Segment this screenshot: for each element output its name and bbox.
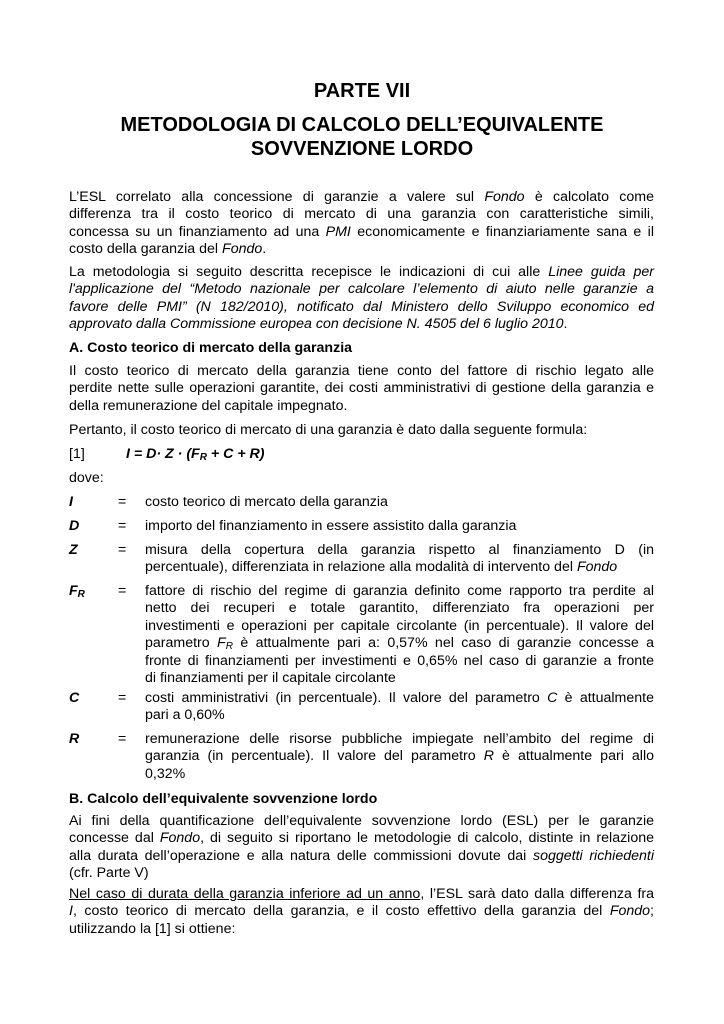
section-b-heading: B. Calcolo dell’equivalente sovvenzione lordo <box>69 791 378 807</box>
intro-paragraph-2: La metodologia si seguito descritta recepisce le indicazioni di cui alle Linee guida per l'applicazione del “Metodo nazionale per calcolare l’elemento di aiuto nelle garanzie a favore delle PMI” (N 182/2010), notificato dal Ministero dello Sviluppo economico ed approvato dalla Commissione europea con decisione N. 4505 del 6 luglio 2010. <box>69 264 654 333</box>
section-b-paragraph-1: Ai fini della quantificazione dell’equivalente sovvenzione lordo (ESL) per le garanzie concesse dal Fondo, di seguito si riportano le metodologie di calcolo, distinte in relazione alla durata dell’operazione e alla natura delle commissioni dovute dai soggetti richiedenti (cfr. Parte V) <box>69 813 654 882</box>
part-title: PARTE VII <box>313 80 411 102</box>
formula-1: [1] $I = D\cdot Z \cdot (F_R + C + R)$ <box>69 446 265 463</box>
main-title-line-2: SOVVENZIONE LORDO <box>250 138 474 160</box>
document-page: PARTE VII METODOLOGIA DI CALCOLO DELL’EQUIVALENTE SOVVENZIONE LORDO L’ESL correlato alla concessione di garanzie a valere sul Fondo è calcolato come differenza tra il costo teorico di mercato di una garanzia con caratteristiche simili, concessa su un finanziamento ad una PMI economicamente e finanziariamente sana e il costo della garanzia del Fondo. La metodologia si seguito descritta recepisce le indicazioni di cui alle Linee guida per l'applicazione del “Metodo nazionale per calcolare l’elemento di aiuto nelle garanzie a favore delle PMI” (N 182/2010), notificato dal Ministero dello Sviluppo economico ed approvato dalla Commissione europea con decisione N. 4505 del 6 luglio 2010. A. Costo teorico di mercato della garanzia Il costo teorico di mercato della garanzia tiene conto del fattore di rischio legato alle perdite nette sulle operazioni garantite, dei costi amministrativi di gestione della garanzia e della remunerazione del capitale impegnato. Pertanto, il costo teorico di mercato di una garanzia è dato dalla seguente formula: [1] $I = D\cdot Z \cdot (F_R + C + R)$ dove: I = costo teorico di mercato della garanzia D = importo del finanziamento in essere assistito dalla garanzia Z = misura della copertura della garanzia rispetto al finanziamento D (in percentuale), differenziata in relazione alla modalità di intervento del Fondo $F_R$ = fattore di rischio del regime di garanzia definito come rapporto tra perdite al netto dei recuperi e totale garantito, differenziato fra operazioni per investimenti e operazioni per capitale circolante (in percentuale). Il valore del parametro $F_R$ è attualmente pari a: 0,57% nel caso di garanzie concesse a fronte di finanziamenti per investimenti e 0,65% nel caso di garanzie a fronte di finanziamenti per il capitale circolante C = costi amministrativi (in percentuale). Il valore del parametro C è attualmente pari a 0,60% R = remunerazione delle risorse pubbliche impiegate nell’ambito del regime di garanzia (in percentuale). Il valore del parametro R è attualmente pari allo 0,32% B. Calcolo dell’equivalente sovvenzione lordo Ai fini della quantificazione dell’equivalente sovvenzione lordo (ESL) per le garanzie concesse dal Fondo, di seguito si riportano le metodologie di calcolo, distinte in relazione alla durata dell’operazione e alla natura delle commissioni dovute dai soggetti richiedenti (cfr. Parte V) Nel caso di durata della garanzia inferiore ad un anno, l’ESL sarà dato dalla differenza fra I, costo teorico di mercato della garanzia, e il costo effettivo della garanzia del Fondo; utilizzando la [1] si ottiene: <box>0 0 724 1024</box>
dove-label: dove: <box>69 470 104 486</box>
section-a-paragraph-1: Il costo teorico di mercato della garanzia tiene conto del fattore di rischio legato alle perdite nette sulle operazioni garantite, dei costi amministrativi di gestione della garanzia e della remunerazione del capitale impegnato. <box>69 363 654 414</box>
section-a-paragraph-2: Pertanto, il costo teorico di mercato di una garanzia è dato dalla seguente formula: <box>69 422 588 438</box>
section-b-paragraph-2: Nel caso di durata della garanzia inferiore ad un anno, l’ESL sarà dato dalla differenza fra I, costo teorico di mercato della garanzia, e il costo effettivo della garanzia del Fondo; utilizzando la [1] si ottiene: <box>69 886 655 937</box>
section-a-heading: A. Costo teorico di mercato della garanzia <box>69 340 353 356</box>
main-title-line-1: METODOLOGIA DI CALCOLO DELL’EQUIVALENTE <box>120 114 604 136</box>
intro-paragraph-1: L’ESL correlato alla concessione di garanzie a valere sul Fondo è calcolato come differenza tra il costo teorico di mercato di una garanzia con caratteristiche simili, concessa su un finanziamento ad una PMI economicamente e finanziariamente sana e il costo della garanzia del Fondo. <box>69 189 654 258</box>
